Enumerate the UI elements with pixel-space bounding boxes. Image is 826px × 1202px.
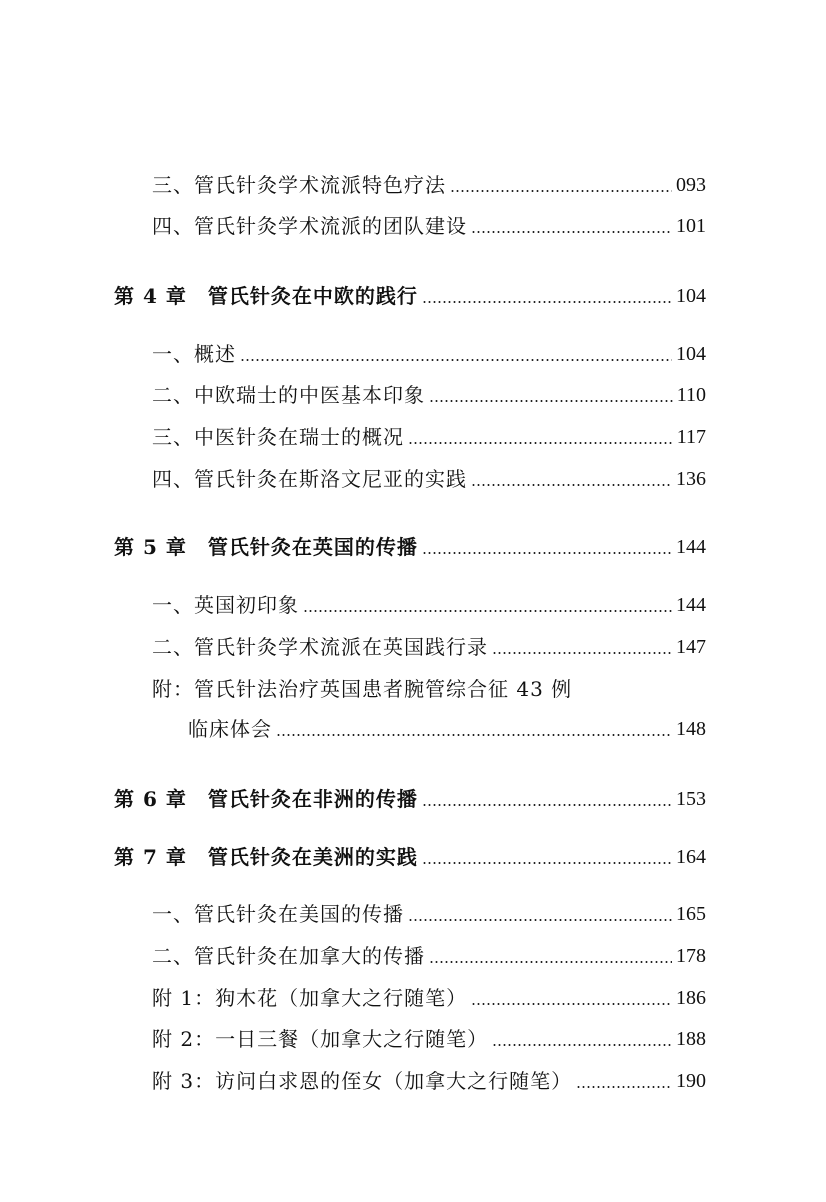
toc-entry: [152, 424, 706, 450]
toc-chapter: [114, 283, 706, 309]
toc-chapter-title: 第 4 章 管氏针灸在中欧的践行: [114, 284, 418, 308]
toc-entry-page: 186: [676, 987, 706, 1009]
toc-entry-page: 136: [676, 468, 706, 490]
toc-entry: [152, 634, 706, 660]
dot-leader: [429, 400, 673, 402]
toc-entry-page: 093: [676, 174, 706, 196]
toc-entry-title: 附：管氏针法治疗英国患者腕管综合征 43 例: [152, 677, 573, 701]
dot-leader: [450, 190, 672, 192]
toc-entry: [152, 592, 706, 618]
toc-entry-page: 101: [676, 215, 706, 237]
dot-leader: [422, 804, 672, 806]
toc-entry: [152, 1026, 706, 1052]
toc-entry-title: 一、概述: [152, 342, 236, 366]
dot-leader: [576, 1086, 672, 1088]
toc-chapter-page: 164: [676, 846, 706, 868]
dot-leader: [422, 862, 672, 864]
toc-entry: [152, 341, 706, 367]
toc-chapter-page: 104: [676, 285, 706, 307]
toc-entry-title: 二、中欧瑞士的中医基本印象: [152, 383, 425, 407]
toc-entry-title: 二、管氏针灸在加拿大的传播: [152, 944, 425, 968]
toc-entry-continued: [188, 716, 706, 742]
toc-chapter: [114, 844, 706, 870]
dot-leader: [276, 734, 672, 736]
toc-entry: [152, 901, 706, 927]
toc-entry-title: 一、管氏针灸在美国的传播: [152, 902, 404, 926]
toc-entry-title: 四、管氏针灸在斯洛文尼亚的实践: [152, 467, 467, 491]
toc-entry-page: 148: [676, 718, 706, 740]
toc-entry-page: 117: [676, 426, 706, 448]
dot-leader: [471, 231, 672, 233]
toc-entry: [152, 1068, 706, 1094]
toc-chapter-title: 第 6 章 管氏针灸在非洲的传播: [114, 787, 418, 811]
toc-entry: [152, 985, 706, 1011]
toc-entry-title: 三、管氏针灸学术流派特色疗法: [152, 173, 446, 197]
toc-entry-page: 147: [676, 636, 706, 658]
toc-entry-page: 110: [676, 384, 706, 406]
dot-leader: [408, 442, 673, 444]
dot-leader: [303, 610, 672, 612]
toc-entry-title: 附 2：一日三餐（加拿大之行随笔）: [152, 1027, 489, 1051]
toc-entry-title: 临床体会: [188, 717, 272, 741]
toc-entry-page: 188: [676, 1028, 706, 1050]
toc-entry-appendix: [152, 676, 706, 702]
toc-chapter-title: 第 5 章 管氏针灸在英国的传播: [114, 535, 418, 559]
toc-entry-page: 190: [676, 1070, 706, 1092]
toc-chapter-page: 153: [676, 788, 706, 810]
toc-entry-title: 二、管氏针灸学术流派在英国践行录: [152, 635, 488, 659]
toc-chapter: [114, 786, 706, 812]
dot-leader: [471, 1003, 672, 1005]
toc-entry-title: 附 3：访问白求恩的侄女（加拿大之行随笔）: [152, 1069, 573, 1093]
toc-entry-page: 165: [676, 903, 706, 925]
toc-entry: [152, 172, 706, 198]
toc-chapter-page: 144: [676, 536, 706, 558]
toc-chapter-title: 第 7 章 管氏针灸在美洲的实践: [114, 845, 418, 869]
toc-entry-title: 一、英国初印象: [152, 593, 299, 617]
dot-leader: [492, 1044, 672, 1046]
toc-entry-title: 四、管氏针灸学术流派的团队建设: [152, 214, 467, 238]
toc-entry: [152, 382, 706, 408]
toc-entry-page: 104: [676, 343, 706, 365]
toc-entry-page: 144: [676, 594, 706, 616]
toc-entry-title: 附 1：狗木花（加拿大之行随笔）: [152, 986, 468, 1010]
toc-chapter: [114, 534, 706, 560]
dot-leader: [240, 359, 672, 361]
toc-entry-page: 178: [676, 945, 706, 967]
toc-entry-title: 三、中医针灸在瑞士的概况: [152, 425, 404, 449]
toc-entry: [152, 213, 706, 239]
toc-entry: [152, 943, 706, 969]
dot-leader: [471, 484, 672, 486]
dot-leader: [408, 919, 672, 921]
toc-entry: [152, 466, 706, 492]
dot-leader: [422, 552, 672, 554]
dot-leader: [429, 961, 672, 963]
dot-leader: [422, 301, 672, 303]
dot-leader: [492, 652, 672, 654]
